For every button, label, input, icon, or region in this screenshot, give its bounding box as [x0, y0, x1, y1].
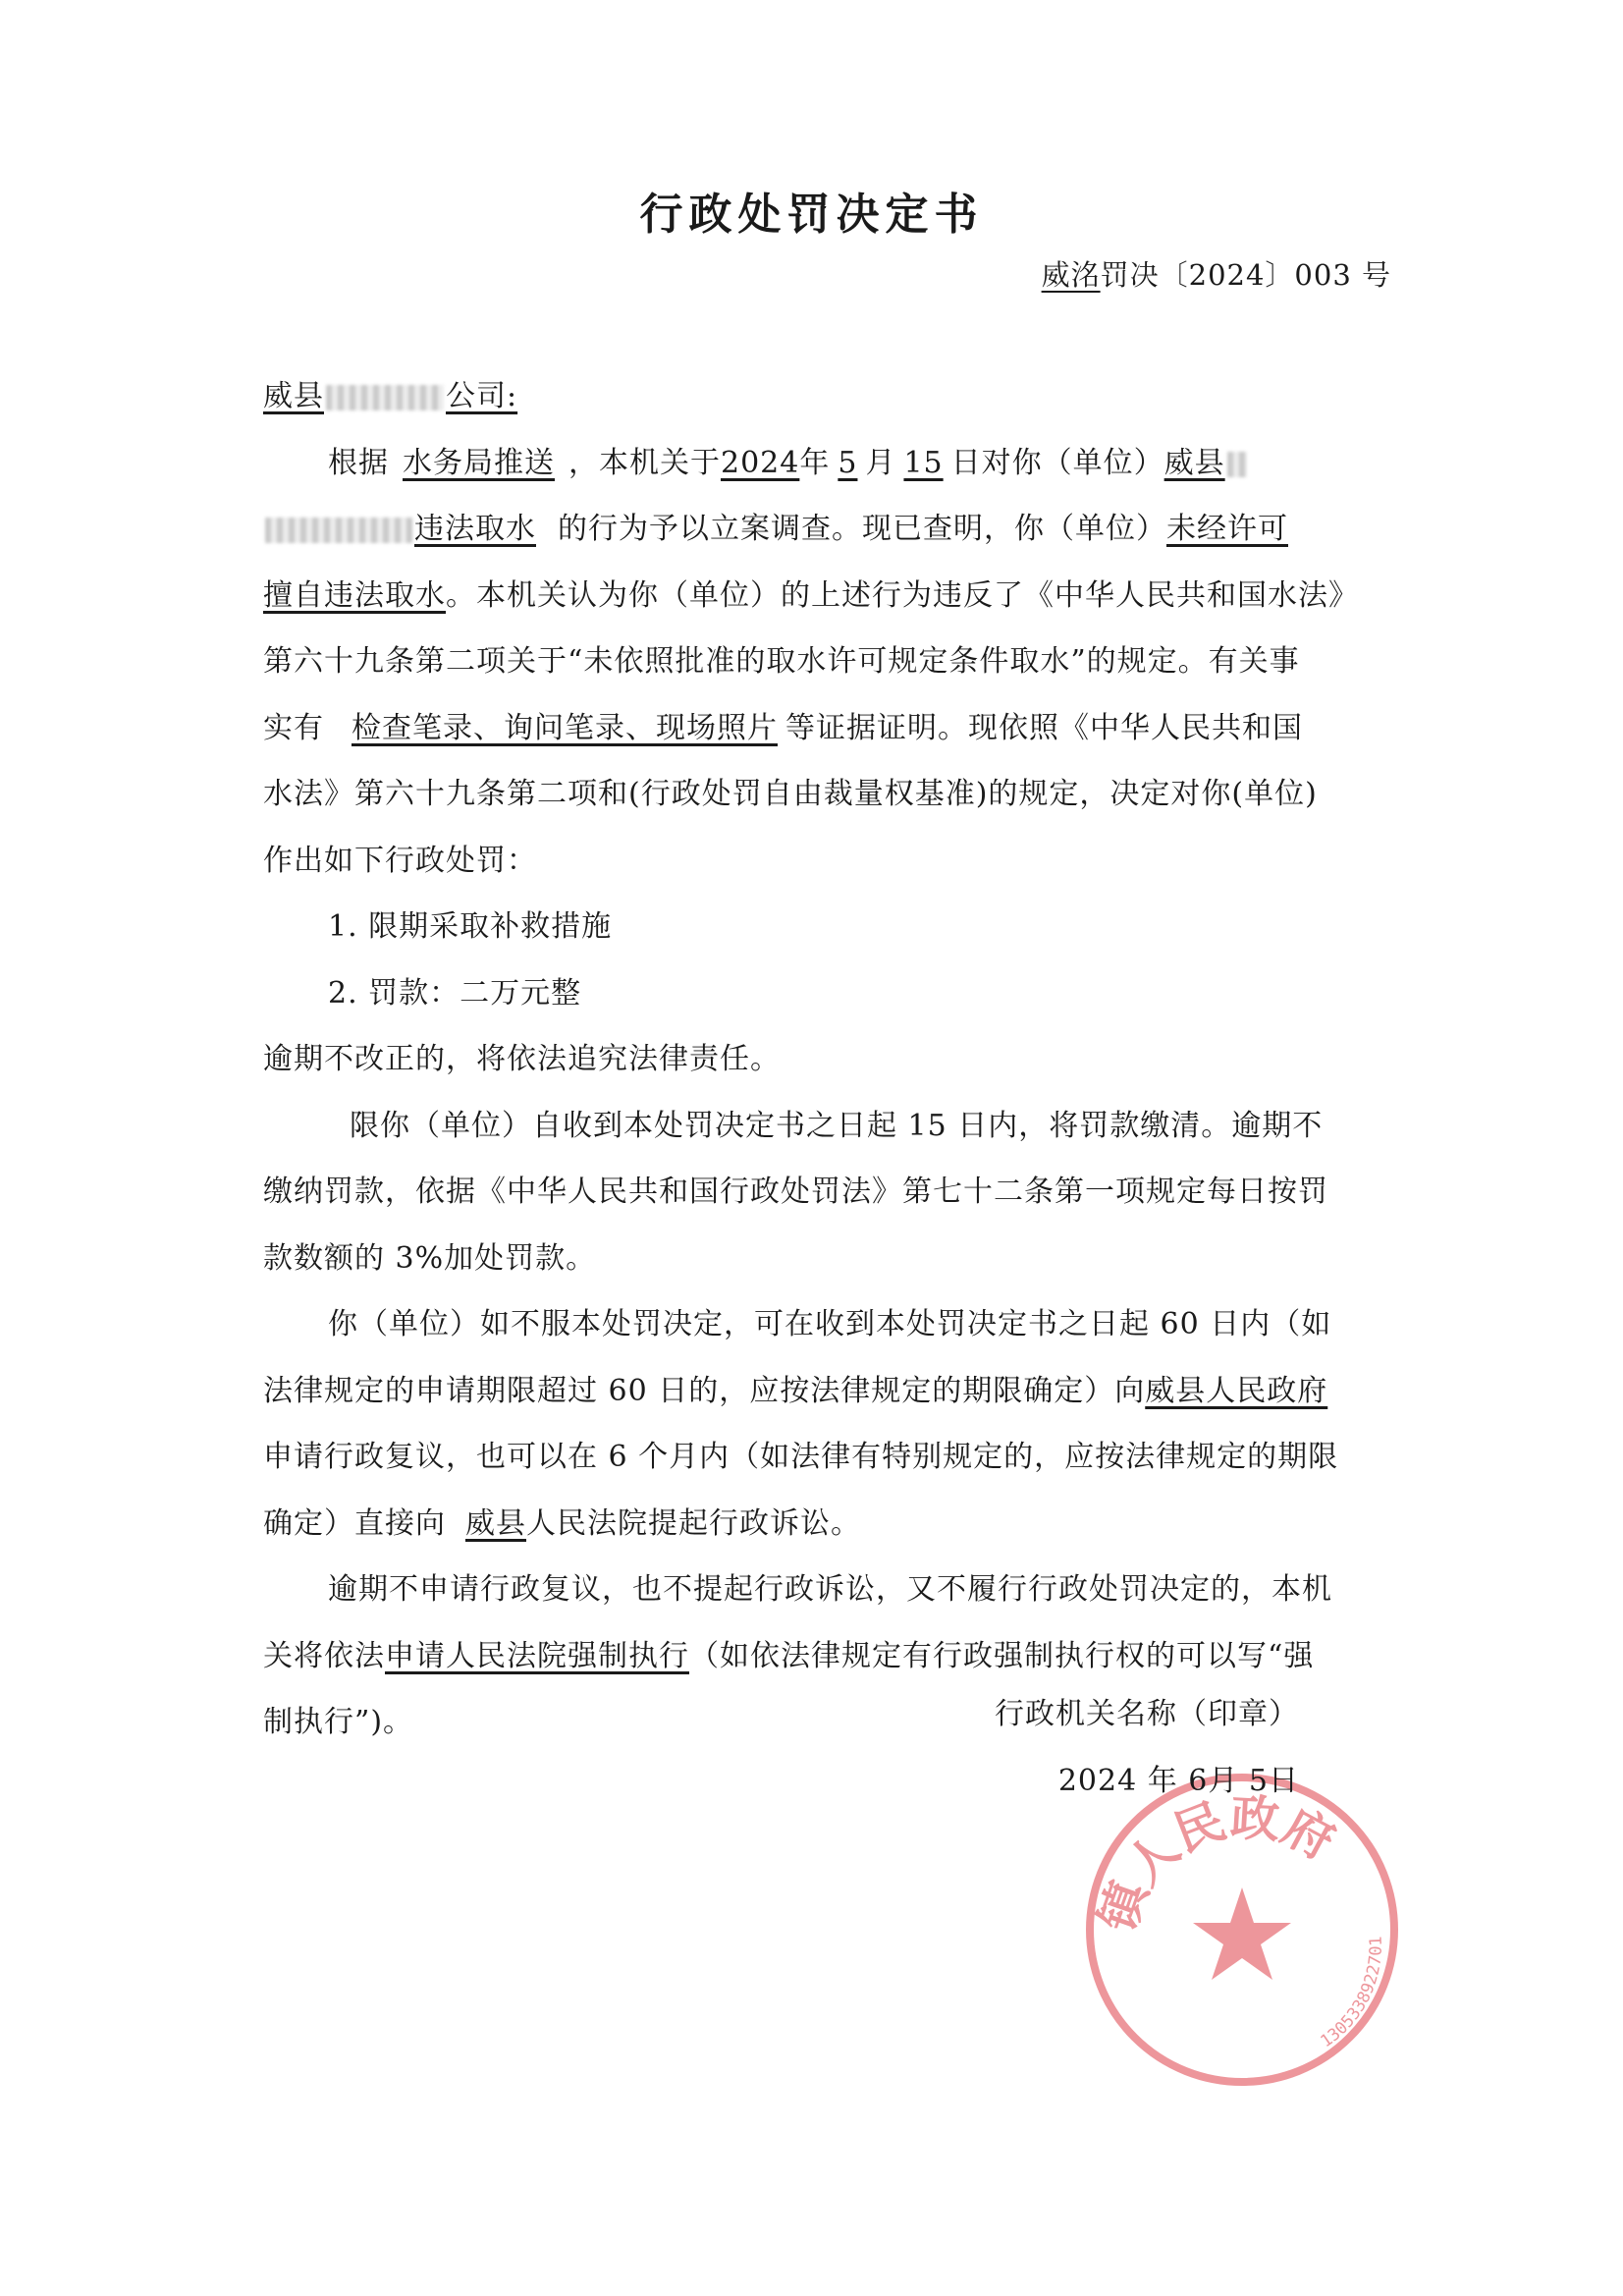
penalty-item-1: 1. 限期采取补救措施 — [328, 909, 613, 944]
para2-line1: 限你（单位）自收到本处罚决定书之日起 15 日内，将罚款缴清。逾期不 — [350, 1108, 1324, 1143]
seal-star-icon — [1193, 1887, 1291, 1980]
para1-line5: 实有 检查笔录、询问笔录、现场照片 等证据证明。现依照《中华人民共和国 — [263, 710, 1303, 745]
overdue-note: 逾期不改正的，将依法追究法律责任。 — [263, 1042, 781, 1076]
redacted-party — [265, 518, 412, 543]
para3-line1: 你（单位）如不服本处罚决定，可在收到本处罚决定书之日起 60 日内（如 — [328, 1307, 1332, 1341]
para3-line4: 确定）直接向 威县人民法院提起行政诉讼。 — [263, 1505, 861, 1541]
para1-line1: 根据 水务局推送 ，本机关于2024年 5 月 15 日对你（单位）威县 — [263, 430, 1402, 497]
para2-line3: 款数额的 3%加处罚款。 — [263, 1240, 597, 1276]
document-number-rest: 罚决〔2024〕003 号 — [1100, 258, 1391, 292]
para3-line2: 法律规定的申请期限超过 60 日的，应按法律规定的期限确定）向威县人民政府 — [263, 1373, 1328, 1408]
document-body — [263, 363, 1402, 1756]
penalty-item-2: 2. 罚款：二万元整 — [328, 975, 582, 1011]
document-number-prefix: 威洺 — [1041, 258, 1101, 292]
official-seal — [1080, 1768, 1404, 2092]
para2-line2: 缴纳罚款，依据《中华人民共和国行政处罚法》第七十二条第一项规定每日按罚 — [263, 1175, 1328, 1209]
document-number — [1042, 253, 1391, 294]
para1-line7: 作出如下行政处罚： — [263, 843, 537, 878]
document-title: 行政处罚决定书 — [639, 190, 984, 240]
para4-line3: 制执行”)。 — [263, 1705, 414, 1739]
seal-text: 镇人民政府 — [1087, 1787, 1345, 1940]
para1-line4: 第六十九条第二项关于“未依照批准的取水许可规定条件取水”的规定。有关事 — [263, 644, 1300, 679]
para1-line6: 水法》第六十九条第二项和(行政处罚自由裁量权基准)的规定，决定对你(单位) — [263, 777, 1318, 811]
para3-line3: 申请行政复议，也可以在 6 个月内（如法律有特别规定的，应按法律规定的期限 — [263, 1440, 1339, 1474]
addressee: 威县 公司: — [263, 379, 518, 413]
issue-date: 2024 年 6月 5日 — [1057, 1764, 1299, 1798]
para1-line3: 擅自违法取水。本机关认为你（单位）的上述行为违反了《中华人民共和国水法》 — [263, 577, 1359, 613]
para1-line2: 违法取水 的行为予以立案调查。现已查明，你（单位）未经许可 — [263, 496, 1402, 563]
para4-line1: 逾期不申请行政复议，也不提起行政诉讼，又不履行行政处罚决定的，本机 — [328, 1572, 1332, 1607]
issuing-authority: 行政机关名称（印章） — [995, 1697, 1299, 1731]
redacted-name — [326, 385, 444, 410]
seal-number: 1305338922701 — [1317, 1936, 1386, 2052]
para4-line2: 关将依法申请人民法院强制执行（如依法律规定有行政强制执行权的可以写“强 — [263, 1638, 1315, 1673]
